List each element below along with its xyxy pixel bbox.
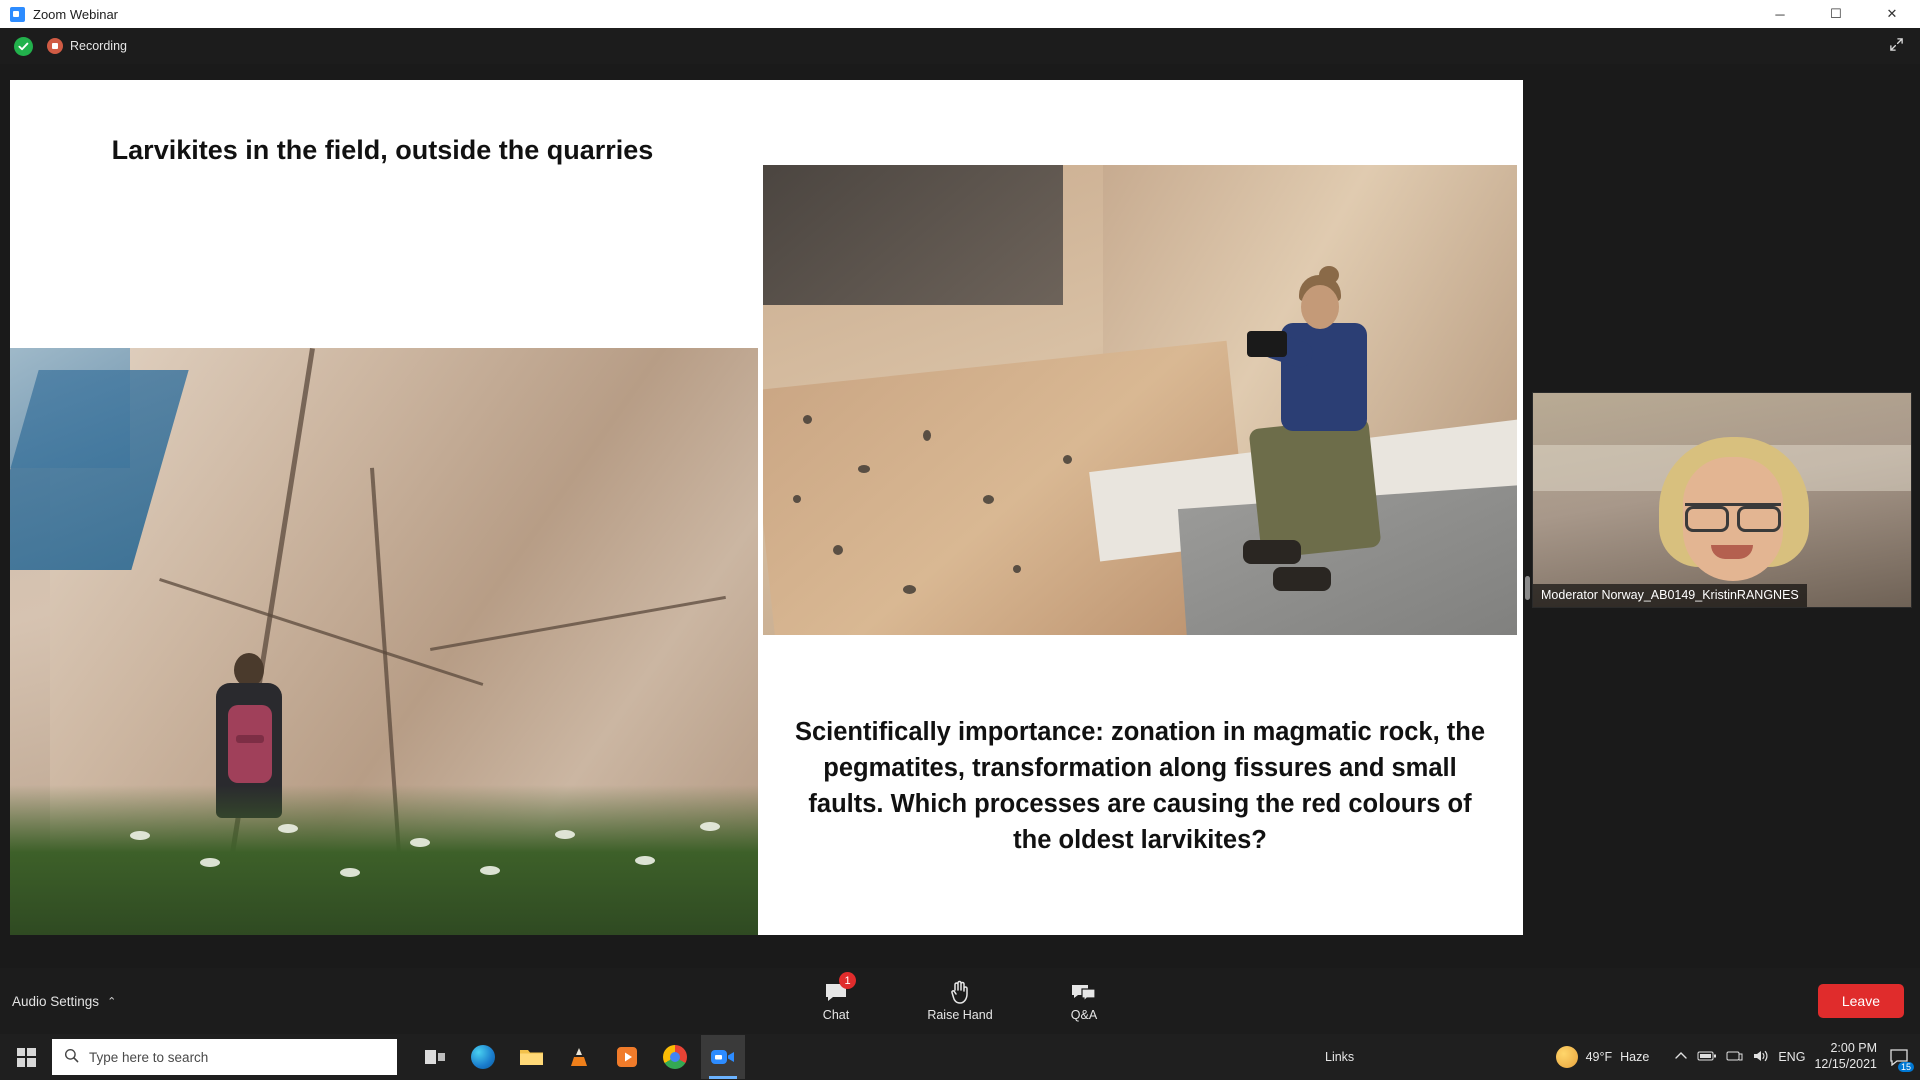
battery-icon[interactable] [1697,1049,1717,1065]
language-indicator[interactable]: ENG [1778,1050,1806,1064]
shared-screen-content[interactable] [10,80,1523,935]
window-titlebar [0,0,1920,28]
qa-button[interactable] [1045,980,1123,1022]
raise-hand-button[interactable] [921,980,999,1022]
action-center-icon[interactable] [1886,1044,1912,1070]
raise-hand-icon [950,980,970,1004]
slide-caption-box [763,637,1517,935]
photographer-rock-photo [763,165,1517,635]
video-panel-drag-handle[interactable] [1525,576,1530,600]
taskbar-app-icons [413,1035,745,1079]
participant-video-thumbnail[interactable] [1532,392,1912,608]
window-controls [1752,0,1920,28]
search-icon [64,1048,79,1067]
haze-sun-icon [1556,1046,1578,1068]
meeting-stage [0,64,1920,968]
audio-settings-button[interactable] [12,994,116,1009]
maximize-button[interactable]: ☐ [1830,6,1842,21]
window-title: Zoom Webinar [33,6,119,22]
task-view-icon[interactable] [413,1035,457,1079]
participant-name-label: Moderator Norway_AB0149_KristinRANGNES [1533,584,1807,607]
chat-unread-badge: 1 [839,972,856,989]
shield-check-icon[interactable] [14,37,33,56]
minimize-button[interactable]: ─ [1775,6,1785,22]
toolbar-center-controls [797,974,1123,1023]
meeting-header [0,28,1920,64]
presentation-slide [10,80,1523,935]
weather-temperature: 49°F [1585,1050,1613,1064]
search-placeholder: Type here to search [89,1049,209,1065]
chevron-up-icon[interactable]: ⌃ [107,995,117,1008]
raise-hand-label: Raise Hand [927,1008,993,1023]
zoom-icon[interactable] [701,1035,745,1079]
slide-title: Larvikites in the field, outside the quarries [111,135,654,165]
audio-settings-label: Audio Settings [12,993,100,1009]
windows-start-icon [17,1048,36,1067]
vlc-media-player-icon[interactable] [557,1035,601,1079]
qa-icon [1071,980,1097,1004]
microsoft-edge-icon[interactable] [461,1035,505,1079]
meeting-toolbar [0,968,1920,1034]
clock-time: 2:00 PM [1830,1041,1877,1056]
network-icon[interactable] [1726,1049,1743,1065]
system-tray [1556,1034,1920,1080]
recording-label: Recording [70,39,127,53]
links-label[interactable]: Links [1325,1050,1355,1064]
clock-date: 12/15/2021 [1814,1057,1877,1071]
leave-button[interactable]: Leave [1818,984,1904,1018]
google-chrome-icon[interactable] [653,1035,697,1079]
taskbar-clock[interactable] [1814,1041,1877,1072]
search-input[interactable] [52,1039,397,1075]
show-hidden-icons-icon[interactable] [1674,1049,1688,1066]
avatar [1659,437,1809,608]
chat-label: Chat [822,1008,850,1023]
weather-condition: Haze [1620,1050,1650,1064]
notification-count: 15 [1898,1062,1914,1072]
file-explorer-icon[interactable] [509,1035,553,1079]
zoom-app-icon [10,7,25,22]
weather-widget[interactable] [1556,1046,1650,1068]
expand-icon[interactable] [1889,37,1904,56]
start-button[interactable] [0,1034,52,1080]
record-icon[interactable] [47,38,63,54]
volume-icon[interactable] [1752,1049,1769,1066]
chat-button[interactable] [797,974,875,1023]
media-player-icon[interactable] [605,1035,649,1079]
hiker-rock-face-photo [10,348,758,935]
windows-taskbar [0,1034,1920,1080]
slide-caption: Scientifically importance: zonation in magmatic rock, the pegmatites, transformation along fissures and small faults. Which processes are causing the red colours of the oldest larvikites? [794,717,1486,855]
close-button[interactable]: ✕ [1886,6,1898,21]
qa-label: Q&A [1070,1008,1098,1023]
photographer-figure [1233,275,1413,605]
